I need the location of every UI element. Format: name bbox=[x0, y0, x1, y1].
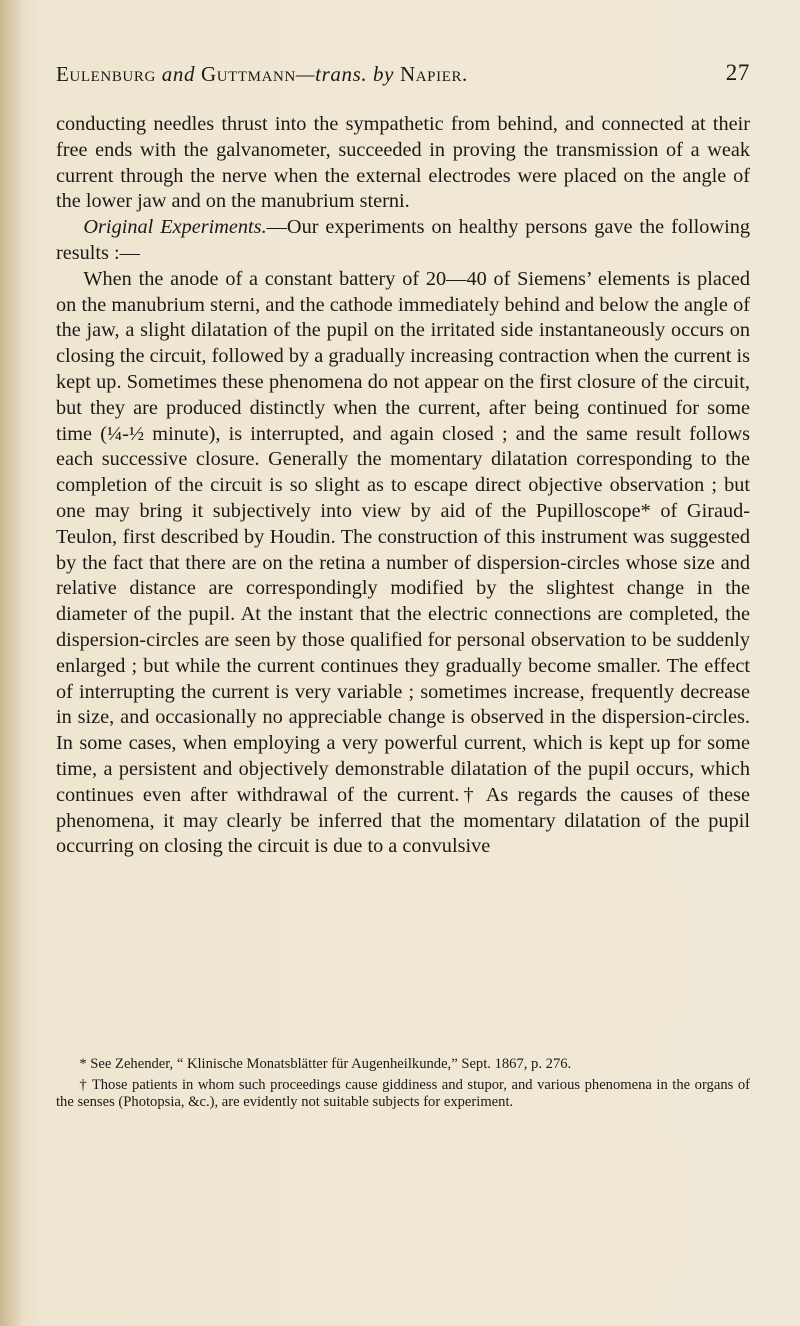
fraction: ¼-½ bbox=[106, 422, 145, 445]
page-number: 27 bbox=[725, 60, 750, 85]
main-text bbox=[56, 112, 750, 860]
conjunction: and bbox=[161, 62, 196, 86]
paragraph-2 bbox=[56, 215, 750, 267]
footnote-1: * See Zehender, “ Klinische Monatsblätter für Augenheilkunde,” Sept. 1867, p. 276. bbox=[79, 1056, 572, 1072]
footnote-2: † Those patients in whom such proceedings cause giddiness and stupor, and various phenomena in the organs of the senses (Photopsia, &c.), are evidently not suitable subjects for experiment. bbox=[56, 1076, 750, 1110]
paragraph-2-text: —Our experiments on healthy persons gave the following results :— bbox=[56, 216, 750, 264]
author-eulenburg: Eulenburg bbox=[56, 62, 156, 86]
paragraph-3-part-a: When the anode of a constant battery of 20—40 of Siemens’ elements is placed on the manubrium sterni, and the cathode immediately behind and below the angle of the jaw, a slight dilatation of the pupil on the irritated side instantaneously occurs on closing the circuit, followed by a gradually increasing contraction when the current is kept up. Sometimes these phenomena do not appear on the first closure of the circuit, but they are produced distinctly when the current, after being continued for some time ( bbox=[56, 267, 750, 445]
section-heading: Original Experiments. bbox=[83, 216, 267, 239]
author-guttmann: Guttmann bbox=[200, 62, 296, 86]
translated-by: —trans. by bbox=[295, 62, 395, 86]
paragraph-1: conducting needles thrust into the sympathetic from behind, and connected at their free ends with the galvanometer, succeeded in proving the transmission of a weak current through the nerve when the external electrodes were placed on the angle of the lower jaw and on the manubrium sterni. bbox=[56, 113, 750, 213]
page-gutter bbox=[0, 0, 22, 1326]
running-title bbox=[56, 62, 468, 87]
paragraph-3-part-b: minute), is interrupted, and again closed ; and the same result follows each successive closure. Generally the momentary dilatation corresponding to the completion of the circuit is so slight as to escape direct objective observation ; but one may bring it subjectively into view by aid of the Pupilloscope* of Giraud-Teulon, first described by Houdin. The construction of this instrument was suggested by the fact that there are on the retina a number of dispersion-circles whose size and relative distance are correspondingly modified by the slightest change in the diameter of the pupil. At the instant that the electric connections are completed, the dispersion-circles are seen by those qualified for personal observation to be suddenly enlarged ; but while the current continues they gradually become smaller. The effect of interrupting the current is very variable ; sometimes increase, frequently decrease in size, and occasionally no appreciable change is observed in the dispersion-circles. In some cases, when employing a very powerful current, which is kept up for some time, a persistent and objectively demonstrable dilatation of the pupil occurs, which continues even after withdrawal of the current.† As regards the causes of these phenomena, it may clearly be inferred that the momentary dilatation of the pupil occurring on closing the circuit is due to a convulsive bbox=[56, 422, 751, 858]
paragraph-3 bbox=[56, 267, 750, 860]
running-header bbox=[56, 58, 750, 98]
translator-napier: Napier. bbox=[399, 62, 468, 86]
footnotes bbox=[56, 1056, 750, 1115]
